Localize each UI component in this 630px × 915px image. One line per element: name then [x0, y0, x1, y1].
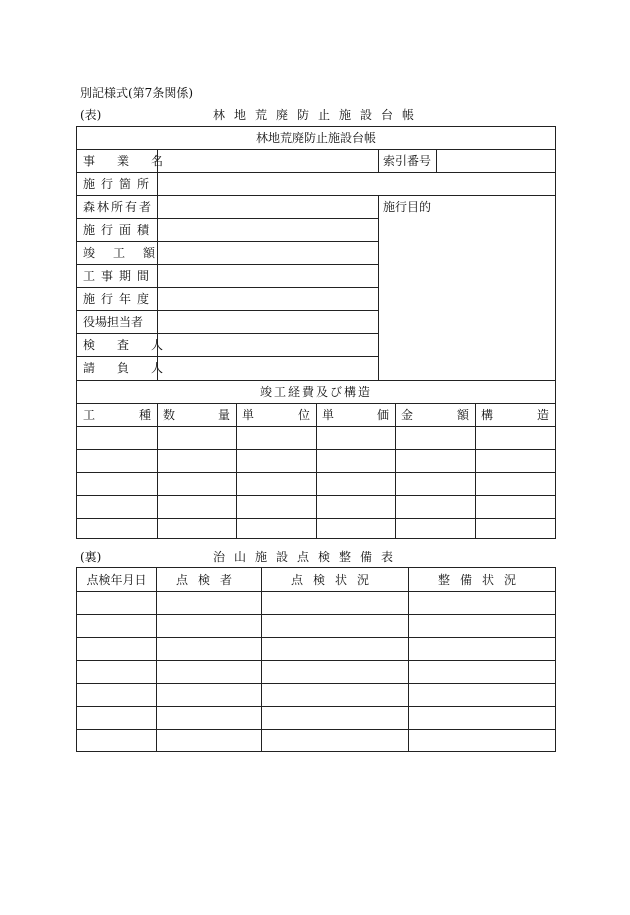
left-row-label: 施行年度 — [83, 292, 156, 306]
site-label: 施行箇所 — [83, 177, 156, 191]
cost-column-header: 単 位 — [242, 408, 310, 422]
left-row-label: 検査人 — [83, 338, 186, 352]
left-row-label: 施行面積 — [83, 223, 156, 237]
cost-structure-caption: 竣工経費及び構造 — [259, 385, 372, 399]
left-row-label: 竣工額 — [83, 246, 174, 260]
left-row-label: 工事期間 — [83, 269, 156, 283]
inspector-header: 点検者 — [175, 573, 242, 587]
cost-column-header: 単 価 — [322, 408, 389, 422]
inspection-status-header: 点検状況 — [290, 573, 379, 587]
cost-column-header: 工 種 — [83, 408, 151, 422]
left-row-label: 森林所有者 — [83, 200, 154, 214]
index-number-label: 索引番号 — [383, 154, 432, 168]
cost-column-header: 構 造 — [481, 408, 549, 422]
front-register-table — [76, 126, 556, 539]
cost-column-header: 数 量 — [163, 408, 230, 422]
back-label: (裏) — [80, 550, 102, 564]
register-caption: 林地荒廃防止施設台帳 — [255, 131, 376, 145]
inspection-table — [76, 567, 556, 752]
back-title: 治山施設点検整備表 — [213, 550, 403, 564]
left-row-label: 役場担当者 — [83, 315, 144, 329]
inspection-date-header: 点検年月日 — [86, 573, 147, 587]
purpose-label: 施行目的 — [383, 200, 432, 214]
form-label: 別記様式(第7条関係) — [80, 86, 193, 100]
front-label: (表) — [80, 108, 102, 122]
maintenance-status-header: 整備状況 — [437, 573, 526, 587]
left-row-label: 請負人 — [83, 361, 186, 375]
front-title: 林地荒廃防止施設台帳 — [213, 108, 424, 122]
cost-column-header: 金 額 — [401, 408, 469, 422]
project-name-label: 事業名 — [83, 154, 186, 168]
